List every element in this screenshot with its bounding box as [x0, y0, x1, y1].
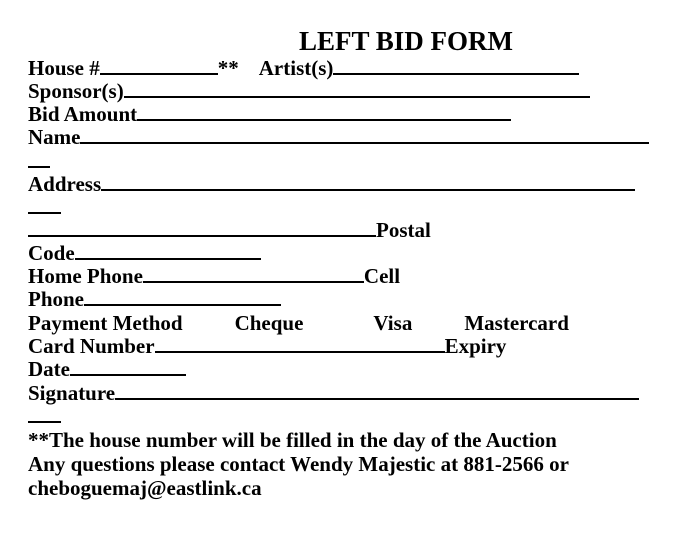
signature-field[interactable]: [115, 383, 639, 400]
postal-code-field[interactable]: [75, 243, 261, 260]
postal-label: Postal: [376, 218, 431, 242]
payment-option-cheque[interactable]: Cheque: [234, 311, 304, 335]
home-phone-field[interactable]: [143, 266, 364, 283]
house-stars: **: [217, 56, 239, 80]
row-signature: [28, 382, 639, 405]
note-contact: Any questions please contact Wendy Majestic at 881-2566 or: [28, 452, 569, 476]
row-bid-amount: [28, 103, 511, 126]
cell-label: Cell: [363, 264, 401, 288]
expiry-label: Expiry: [444, 334, 507, 358]
row-card-number: [28, 335, 506, 358]
address-label: Address: [28, 172, 102, 196]
card-number-field[interactable]: [155, 336, 445, 353]
artist-field[interactable]: [333, 58, 579, 75]
date-label: Date: [28, 357, 70, 381]
note-house-number: **The house number will be filled in the day of the Auction: [28, 428, 557, 452]
row-home-phone: [28, 265, 400, 288]
row-postal: [28, 219, 431, 242]
form-title: LEFT BID FORM: [298, 26, 514, 56]
name-field[interactable]: [80, 127, 649, 144]
payment-method-label: Payment Method: [28, 311, 183, 335]
name-field-continued[interactable]: [28, 151, 50, 168]
payment-option-visa[interactable]: Visa: [373, 311, 413, 335]
row-name-wrap: [28, 150, 50, 173]
address-line-2-field[interactable]: [28, 220, 376, 237]
house-label: House #: [28, 56, 100, 80]
row-name: [28, 126, 649, 149]
row-cell-phone: [28, 288, 281, 311]
phone-label: Phone: [28, 287, 85, 311]
sponsor-field[interactable]: [124, 81, 590, 98]
address-field[interactable]: [101, 174, 635, 191]
signature-label: Signature: [28, 381, 116, 405]
expiry-date-field[interactable]: [70, 359, 186, 376]
artist-label: Artist(s): [258, 56, 334, 80]
row-address: [28, 173, 635, 196]
code-label: Code: [28, 241, 75, 265]
row-code: [28, 242, 261, 265]
row-payment-method: [28, 312, 569, 335]
note-email: cheboguemaj@eastlink.ca: [28, 476, 262, 500]
row-expiry-date: [28, 358, 186, 381]
bid-amount-field[interactable]: [137, 104, 511, 121]
house-number-field[interactable]: [100, 58, 218, 75]
card-number-label: Card Number: [28, 334, 155, 358]
row-signature-wrap: [28, 405, 61, 428]
bid-amount-label: Bid Amount: [28, 102, 138, 126]
signature-field-continued[interactable]: [28, 406, 61, 423]
cell-phone-field[interactable]: [84, 289, 281, 306]
payment-option-mastercard[interactable]: Mastercard: [464, 311, 569, 335]
home-phone-label: Home Phone: [28, 264, 143, 288]
sponsor-label: Sponsor(s): [28, 79, 124, 103]
name-label: Name: [28, 125, 81, 149]
address-field-continued[interactable]: [28, 197, 61, 214]
row-sponsor: [28, 80, 590, 103]
row-house-artist: [28, 57, 579, 80]
row-address-wrap: [28, 196, 61, 219]
